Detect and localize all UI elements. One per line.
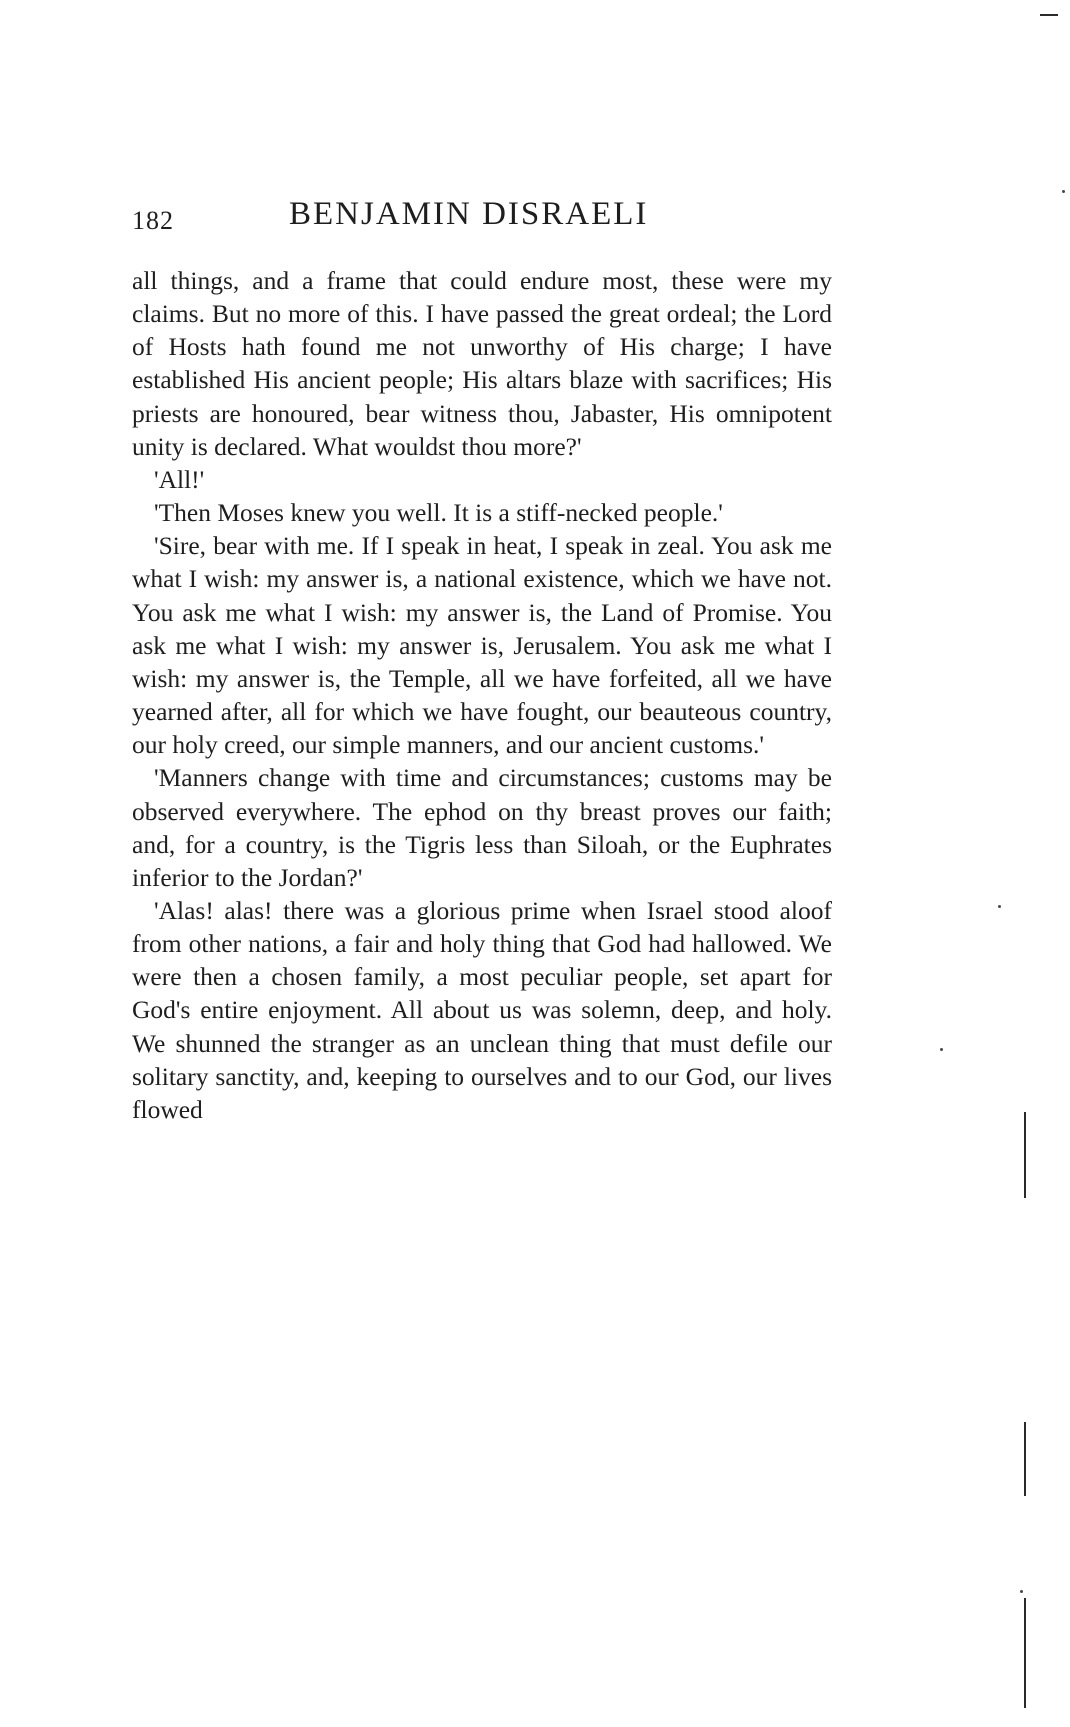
scan-mark [1024, 1112, 1026, 1198]
scan-speck [1062, 190, 1065, 193]
scan-mark [1024, 1422, 1026, 1496]
running-head: BENJAMIN DISRAELI [289, 196, 649, 232]
body-text [132, 264, 832, 1126]
scan-mark [1040, 14, 1058, 16]
paragraph: 'Alas! alas! there was a glorious prime when Israel stood aloof from other nations, a fair and holy thing that God had hallowed. We were then a chosen family, a most peculiar people, set apart for God's entire enjoyment. All about us was solemn, deep, and holy. We shunned the stranger as an unclean thing that must defile our solitary sanctity, and, keeping to ourselves and to our God, our lives flowed [132, 895, 832, 1124]
page-number: 182 [132, 206, 174, 235]
scan-mark [1024, 1598, 1026, 1708]
paragraph: 'Then Moses knew you well. It is a stiff-necked people.' [154, 498, 723, 528]
scan-speck [998, 905, 1001, 908]
scan-speck [940, 1048, 943, 1051]
page-header [132, 196, 832, 246]
paragraph: 'Sire, bear with me. If I speak in heat, I speak in zeal. You ask me what I wish: my answer is, a national existence, which we have not. You ask me what I wish: my answer is, the Land of Promise. You ask me what I wish: my answer is, Jerusalem. You ask me what I wish: my answer is, the Temple, all we have forfeited, all we have yearned after, all for which we have fought, our beauteous country, our holy creed, our simple manners, and our ancient customs.' [132, 531, 832, 760]
paragraph: 'All!' [154, 464, 205, 494]
paragraph: 'Manners change with time and circumstances; customs may be observed everywhere. The ephod on thy breast proves our faith; and, for a country, is the Tigris less than Siloah, or the Euphrates inferior to the Jordan?' [132, 763, 832, 892]
scan-speck [1020, 1590, 1023, 1593]
paragraph-continued: all things, and a frame that could endure most, these were my claims. But no more of this. I have passed the great ordeal; the Lord of Hosts hath found me not unworthy of His charge; I have established His ancient people; His altars blaze with sacrifices; His priests are honoured, bear witness thou, Jabaster, His omnipotent unity is declared. What wouldst thou more?' [132, 266, 832, 461]
